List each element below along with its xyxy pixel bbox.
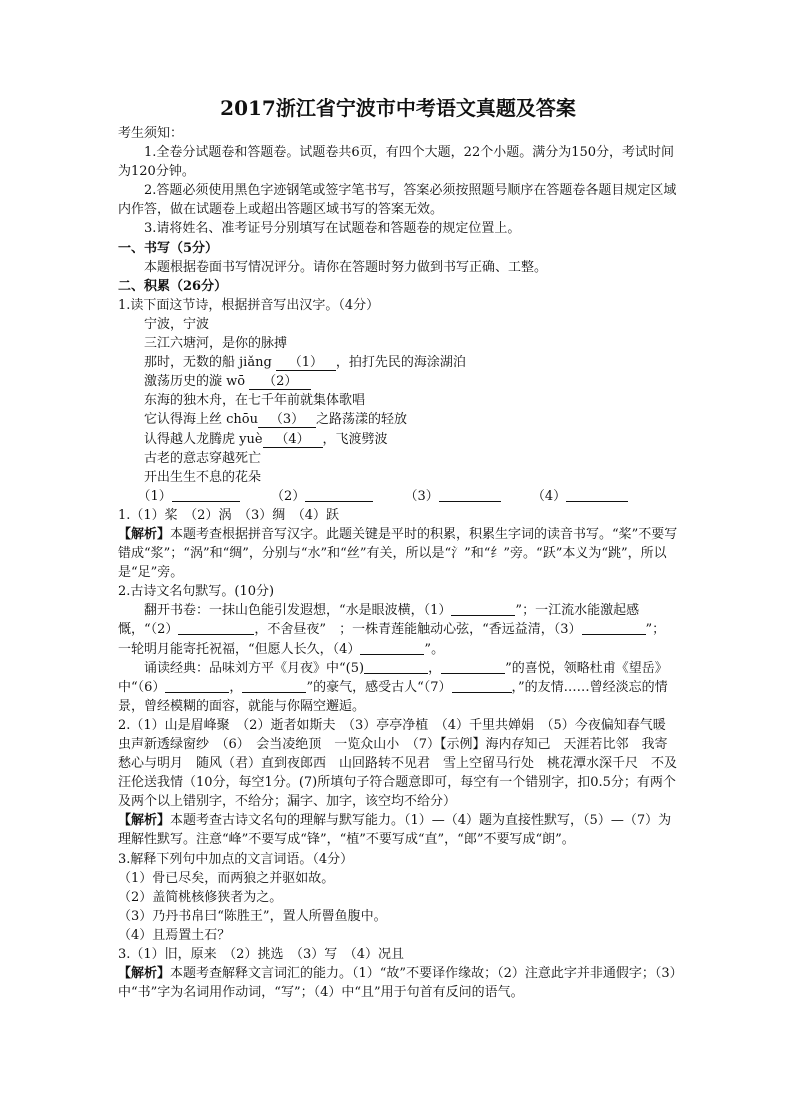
blank-line [172,488,240,502]
poem-text: 那时，无数的船 jiǎng [144,355,276,371]
poem-line: 三江六塘河，是你的脉搏 [144,336,288,352]
blank-line [566,488,628,502]
q3-item: （1）骨已尽矣，而两狼之并驱如故。 [118,870,335,886]
q2-text: ， [428,660,442,676]
analysis-tag: 【解析】 [118,813,171,829]
poem-text: 之路荡漾的轻放 [316,412,408,428]
q1-answer: 1.（1）桨 （2）涡 （3）绸 （4）跃 [118,507,339,523]
poem-line [144,430,678,449]
fill-blank [441,660,505,674]
poem-line [144,353,678,372]
q3-item: （2）盖简桃核修狭者为之。 [118,889,283,905]
answer-blank [271,487,373,506]
fill-blank [242,679,306,693]
poem-text: 认得越人龙腾虎 yuè [144,431,263,447]
notice-item-1: 1.全卷分试题卷和答题卷。试题卷共6页，有四个大题，22个小题。满分为150分，考试时间为120分钟。 [118,145,675,180]
analysis-text: 本题考查根据拼音写汉字。此题关键是平时的积累，积累生字词的读音书写。“桨”不要写错成“浆”；“涡”和“绸”，分别与“水”和“丝”有关，所以是“氵”和“纟”旁。“跃”本义为“跳”，所以是“足”旁。 [118,526,678,581]
q2-text: ”的友情……曾经淡忘的情景，曾经模糊的面容，就能与你隔空邂逅。 [118,679,668,714]
blank-label: （4） [531,488,567,504]
q1-stem: 1.读下面这节诗，根据拼音写出汉字。（4分） [118,297,380,313]
q3-analysis [118,964,678,1002]
notice-item-3: 3.请将姓名、准考证号分别填写在试题卷和答题卷的规定位置上。 [144,221,521,237]
answer-blank [404,487,500,506]
q1-answer-blanks [118,487,678,506]
blank-line [305,488,373,502]
poem-text: ，飞渡劈波 [322,431,388,447]
q2-paragraph-1 [118,601,678,658]
q2-paragraph-2 [118,659,678,716]
analysis-text: 本题考查古诗文名句的理解与默写能力。（1）—（4）题为直接性默写，（5）—（7）为理解性默写。注意“峰”不要写成“锋”，“植”不要写成“直”，“郎”不要写成“朗”。 [118,813,672,848]
poem-line: 开出生生不息的花朵 [144,469,262,485]
q2-text: ”的喜悦，领略杜甫《望岳》中“（6） [118,660,668,695]
poem-line: 古老的意志穿越死亡 [144,450,262,466]
poem-line: 宁波，宁波 [144,316,210,332]
q1-analysis [118,525,678,582]
blank-4: （4） [263,432,323,448]
q2-analysis [118,811,678,849]
page-title: 2017浙江省宁波市中考语文真题及答案 [220,96,576,120]
analysis-tag: 【解析】 [118,526,171,542]
fill-blank [364,660,428,674]
q2-answer: 2.（1）山是眉峰聚 （2）逝者如斯夫 （3）亭亭净植 （4）千里共婵娟 （5）今夜偏知春气暖 虫声新透绿窗纱 （6） 会当凌绝顶 一览众山小 （7）【示例】海内存知己 天涯若比邻 我寄愁心与明月 随风（君）直到夜郎西 山回路转不见君 雪上空留马行处 桃花潭水深千尺 不及汪伦送我情（10分，每空1分。(7)所填句子符合题意即可，每空有一个错别字，扣0.5分；有两个及两个以上错别字，不给分；漏字、加字，该空均不给分） [118,717,679,810]
poem-text: ，拍打先民的海涂湖泊 [335,355,466,371]
blank-label: （1） [137,488,172,504]
poem-line: 东海的独木舟，在七千年前就集体歌唱 [144,393,366,409]
blank-3: （3） [258,412,316,428]
q2-text: 诵读经典：品味刘方平《月夜》中“(5) [144,660,365,676]
fill-blank [165,679,229,693]
q2-text: ，不舍昼夜” ；一株青莲能触动心弦，“香远益清，（3） [254,622,582,638]
answer-blank [138,487,240,506]
q2-text: 翻开书卷：一抹山色能引发遐想，“水是眼波横，（1） [144,603,452,619]
poem-text: 它认得海上丝 chōu [144,412,258,428]
q3-item: （3）乃丹书帛曰“陈胜王”，置人所罾鱼腹中。 [118,908,387,924]
section1-text: 本题根据卷面书写情况评分。请你在答题时努力做到书写正确、工整。 [144,259,548,275]
q2-stem: 2.古诗文名句默写。(10分) [118,584,275,600]
q2-text: ， [511,679,519,695]
section2-heading: 二、积累（26分） [118,278,228,294]
q2-text: ”。 [424,641,445,657]
analysis-text: 本题考查解释文言词汇的能力。（1）“故”不要译作缘故；（2）注意此字并非通假字；（3）中“书”字为名词用作动词，“写”；（4）中“且”用于句首有反问的语气。 [118,966,677,1001]
poem-line [144,410,678,429]
blank-label: （2） [270,488,306,504]
blank-2: （2） [249,374,311,390]
fill-blank [451,602,515,616]
notice-heading: 考生须知： [118,126,184,141]
document-page [118,95,678,1002]
q3-stem: 3.解释下列句中加点的文言词语。（4分） [118,851,354,867]
blank-label: （3） [404,488,439,504]
answer-blank [532,487,628,506]
notice-item-2: 2.答题必须使用黑色字迹钢笔或签字笔书写，答案必须按照题号顺序在答题卷各题目规定区域内作答，做在试题卷上或超出答题区域书写的答案无效。 [118,183,677,218]
q3-item: （4）且焉置土石？ [118,927,231,943]
q2-text: ”的豪气，感受古人“（7） [306,679,452,695]
blank-line [439,488,501,502]
analysis-tag: 【解析】 [118,966,171,982]
fill-blank [452,679,512,693]
fill-blank [360,641,424,655]
q2-text: ”；一江流水能激起感慨，“（2） [118,603,640,638]
section1-heading: 一、书写（5分） [118,240,219,256]
q1-poem [118,315,678,487]
q3-answer: 3.（1）旧，原来 （2）挑选 （3）写 （4）况且 [118,947,404,963]
q2-text: ， [229,679,243,695]
blank-1: （1） [276,355,336,371]
fill-blank [178,621,254,635]
poem-text: 激荡历史的漩 wō [144,374,250,390]
fill-blank [582,621,646,635]
poem-line [144,372,678,391]
q2-text: ”；一轮明月能寄托祝福，“但愿人长久，（4） [118,622,666,657]
